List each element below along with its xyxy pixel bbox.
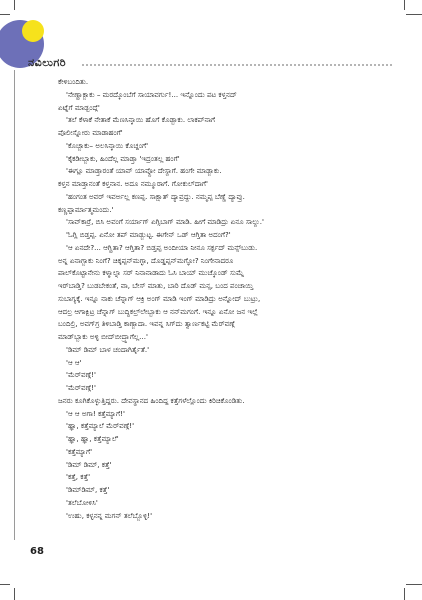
body-line: 'ಆ ಆ ಅಗಾ! ಕತ್ತೆಮ್ಯಾಗೆ!' (66, 408, 125, 418)
running-header-title: ನವಿಲುಗರಿ (28, 56, 67, 69)
header-yellow-circle (22, 20, 44, 42)
body-line: ಬಂದಿಲ್ರಿ, ಅವಗ್‌ಗ್ರ ತಿಳಿಬಾಡ್ತಿ ಕಾಣ್ಬಾದಾ. ಇವನ್ನ ಸಿಗ್‌ದು ತ್ವಾರ್ಣಕಟ್ಟಿ ಮೆರ್‌ವಣ್ಗೆ (58, 319, 235, 329)
crop-mark-top-right-h (406, 14, 422, 15)
body-line: 'ಹ್ಞಾ, ಕತ್ತೆಮ್ಯಾಲೆ ಮೆರ್‌ವಣ್ಗೆ!' (66, 421, 135, 431)
body-line: 'ಮೆರ್‌ವಣ್ಗೆ!' (66, 370, 96, 380)
crop-mark-top-right-v (404, 0, 405, 10)
body-line: ಕಣ್ಣಪ್ಪಾರ್ಮಾತ್ಮಮಂದು.' (58, 204, 114, 214)
body-line: ಪಾಲ್‌ಕೊಟ್ಟಾನೇನು ಕಳ್ಮಾಲ್ನಾ ಸರ್ ನಿನಾನಾಡಾದು ಓಸಿ ಬಾಯ್ ಮುಚ್ಕೊಂಡ್ ಸುಮ್ನೆ (58, 268, 245, 278)
body-line: 'ಡಿಮ್‌ಡಿಮ್, ಕತ್ತೆ' (66, 485, 110, 494)
body-line: 'ಡಿಮ್ ಡಿಮ್, ಕತ್ತೆ' (66, 459, 112, 469)
crop-mark-bottom-left-v (14, 588, 15, 600)
body-line: 'ತಲೆ ಕೆಳಾಕೆ ನೇತಾಕೆ ಮೆಣಸಿನ್ಕಾಯಿ ಹೊಗೆ ಕೊಡ್ಬಾಕು. ಲಾಕಪ್‌ನಾಗೆ (66, 115, 216, 125)
crop-mark-bottom-left-h (0, 584, 10, 585)
body-line: 'ಕತ್ತೆ, ಕತ್ತೆ' (66, 472, 91, 482)
body-line: 'ಡಿಮ್ ಡಿಮ್ ಬಾಳ ಚಂದಾಗಿರ್ತೈತೆ.' (66, 344, 150, 354)
body-line: ಕೇಳಿಬಂದಿತು. (58, 77, 89, 86)
body-line: 'ಕತ್ತೆಮ್ಯಾಗೆ' (66, 446, 93, 456)
body-line: 'ಸಾವ್‌ಕಾರ್ರೆ, ಬಿಸಿ ಅವಂಗೆ ಸರ್ಯಾಗ್ ಏಗ್ಸಿಬಾಗ್ ಮಾಡಿ. ಹೀಗೆ ಮಾಡಿದ್ರು ಏನೂ ಸಾಲ್ದು.' (66, 217, 264, 227)
body-line: ಸುಬಾಗ್ಯಕ್ಕೆ. ಇನ್ನೂ ನಾಕು ಚೆನ್ನಾಗ್ ಆಕ್ರಿ ಅಂಗ್ ಮಾಡಿ ಇಂಗ್ ಮಾಡಿದ್ರು ಅನ್ನೋದ್ ಬುಟ್ರು, (58, 293, 261, 303)
body-line: ಜನರು ಕೂಗಿಕೊಳ್ಳುತ್ತಿದ್ದರು. ದೇವಸ್ಥಾನದ ಹಿಂದಿದ್ದ ಕತ್ತೆಗಳೆಲ್ಲೊಂದು ಕಿರಿಚಿಕೊಂಡಿತು. (58, 395, 245, 405)
body-line: 'ಹ್ಞಾ, ಹ್ಞಾ, ಕತ್ತೆಮ್ಯಾಲೆ' (66, 434, 119, 443)
body-line: 'ಆ ಏನದೇ?... ಆಗ್ಹಿತಾ? ಆಗ್ತಿತಾ? ಬಿಡ್ತಪ್ಪ ಅಂದೀಯಾ ನೀನೂ ಸರ್ಕ್ಪದ್ ಮನ್ಸ್‌ಬುಡು. (66, 242, 258, 252)
body-line: 'ಓಗ್ಲಿ ಬಿಡ್ತಪ್ಪ. ಏನೋ ತಪ್ ಮಾಡ್ಬುಟ್ಟ. ಈಗೇನ್ ಒಡ್ ಆಗ್ತಿತಾ ಅದಂಗೆ?' (66, 230, 231, 239)
body-line: ಇರ್‌ಬಾಡ್ತಿ? ಬುಡಬೇಕಂತೆ, ವಾ, ಬೇಸ್ ಮಾತು, ಬಾರಿ ದೊಡ್ ಮನ್ಸ, ಬಂದ ಪಂಚಾಯ್ತಿ (58, 281, 254, 290)
body-line: 'ನೇಣ್ಹಾಕ್ಬಾಕು – ಮರದ್ಕೊಂಬೆಗೆ ಸಾಯಾವರ್ಗು!... ಇನ್ನೊಂದು ಪಟ ಕಳ್ತನದ್ (66, 89, 237, 99)
body-line: ಮಾಡ್‌ಬ್ಬಾಕು ಅಳ್ಳಿ ಬೀದ್‌ಬೀದ್ರ್ನಾಗೆಲ್ಲ...' (58, 332, 148, 341)
crop-mark-top-left-h (0, 14, 10, 15)
body-line: ಕಳ್ತನ ಮಾಡ್ತಾನಂತೆ ಕಳ್ತನಾನ. ಅದೂ ನಮ್ಮೂರಾಗೆ. ಗೋಕುಲ್‌ದಾಗೆ' (58, 179, 208, 188)
body-line: ಅನ್ನ ಏನಾಗ್ಬಾಕು ನಿಂಗೆ? ಚಿಕ್ಕಪ್ಪನ್‌ಮಗ್ಳಾ, ದೊಡ್ಡಪ್ಪನ್‌ಮಗ್ಳೋ? ನಿಂಗೇನಾದರೂ (58, 255, 234, 265)
body-line: 'ಹಂಗಂತ ಅವರ್ ಇವರ್ಅಲ್ಲ ಕಣಪ್ಪ. ಸಾಕ್ಷಾತ್ ದ್ಯಾವ್ರದ್ದು. ನಮ್ಮಪ್ಪ ಬೆಣ್ಣೆ ದ್ಯಾವ್ರು. (66, 191, 245, 201)
body-line: 'ಉಹು, ಕಳ್ಳನನ್ನ ಮಗನ್ ತಲೆಬ್ಬೊಳ್ಳಿ!' (66, 510, 153, 520)
body-line: 'ಮೆರ್‌ವಣ್ಗೆ!' (66, 383, 96, 392)
body-line: ಆದಲ್ರ ಆಗಾಕ್ಬಿಟ್ರ ಚೆನ್ನಾಗ್ ಬುದ್ಧಿಕಲ್ರ್‌ಲೇಬ್ಬಾಕು ಆ ನನ್‌ಮಗಂಗೆ. ಇನ್ನೂ ಏನೋ ಜನ ಇಲ್ಲೆ (58, 306, 258, 316)
body-line: 'ಕೊಚ್ಬಾಕು– ಅಲಸಿನ್ಕಾಯಿ ಕೊಚ್ದಂಗೆ' (66, 140, 149, 150)
body-line: 'ಕೈಕಡೀಬ್ಬಾಕು, ಹಿಂದೆಲ್ಲ ಮಾಡ್ತಾ 'ಇದ್ರಂತಲ್ಲ ಹಂಗೆ' (66, 153, 180, 163)
body-line: ಪೊಲೀಸ್ನೋರು ಮಾಡಾಹಂಗೆ' (58, 128, 123, 137)
body-line: 'ತಲೆಬೋಳಿಸಿ' (66, 497, 98, 507)
body-line: 'ಆ ಆ' (66, 357, 82, 367)
crop-mark-bottom-right-v (404, 588, 405, 600)
margin-rule (14, 70, 15, 540)
body-line: 'ಈಗ್ಲೂ ಮಾಡ್ತಾರಂತೆ ಯಾವ್ ಯಾವ್ದೋ ದೇಸ್ದಾಗೆ. ಹಂಗೇ ಮಾಡ್ಬಾಕು. (66, 166, 222, 176)
crop-mark-top-left-v (14, 0, 15, 10)
crop-mark-bottom-right-h (406, 584, 422, 585)
page-number: 68 (30, 546, 44, 557)
header-dotted-rule (82, 64, 392, 66)
story-body (58, 76, 390, 522)
body-line: ಏಟ್ನೆಗೆ ಮಾಡ್ಬಂದ್ಗೆ' (58, 102, 100, 112)
